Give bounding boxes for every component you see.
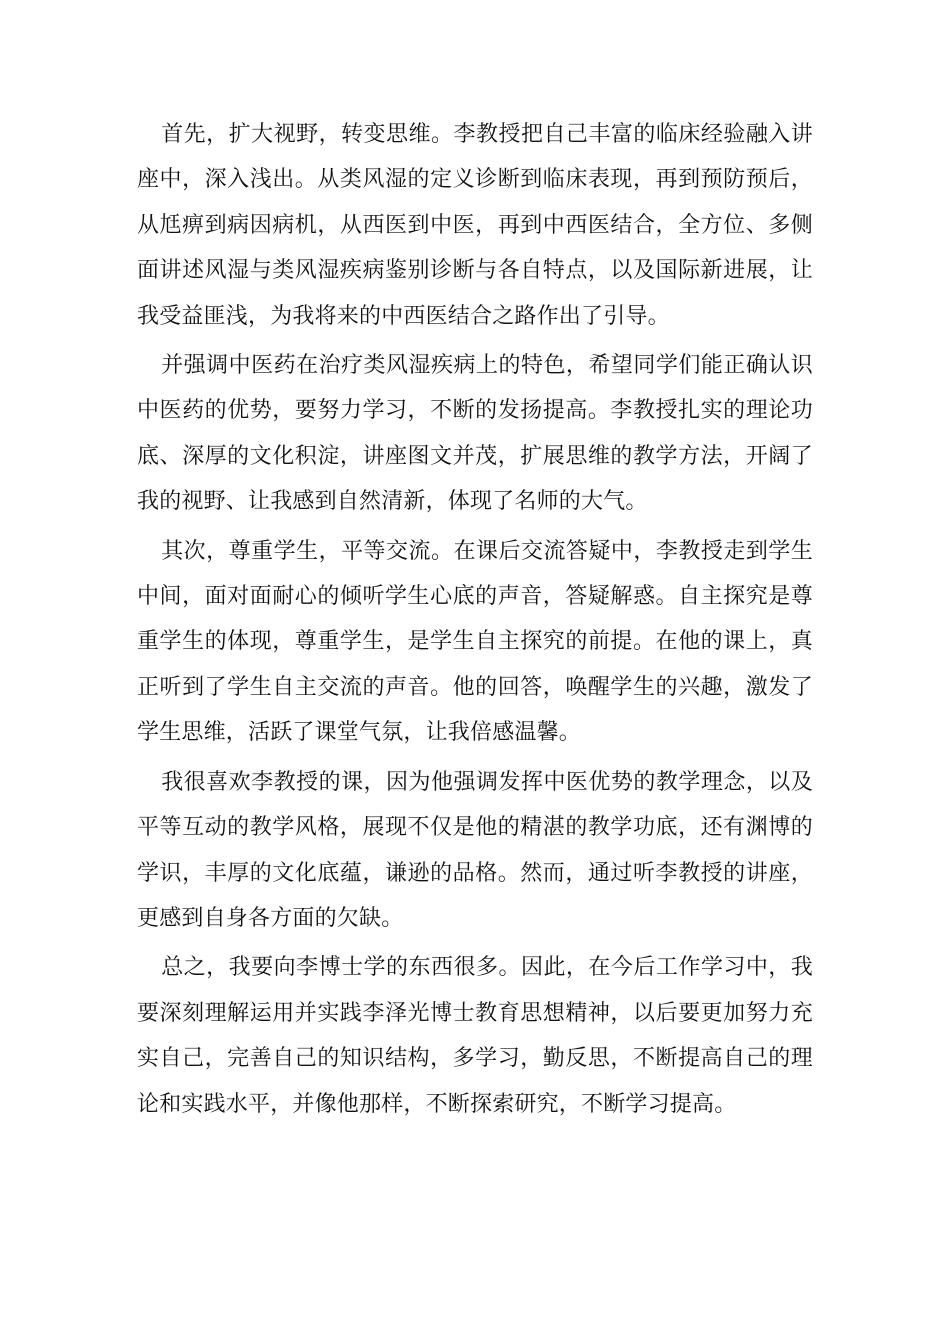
paragraph-teaching-style: 我很喜欢李教授的课，因为他强调发挥中医优势的教学理念，以及平等互动的教学风格，展现不仅是他的精湛的教学功底，还有渊博的学识，丰厚的文化底蕴，谦逊的品格。然而，通过听李教授的讲座，更感到自身各方面的欠缺。 (137, 769, 813, 931)
paragraph-conclusion: 总之，我要向李博士学的东西很多。因此，在今后工作学习中，我要深刻理解运用并实践李泽光博士教育思想精神，以后要更加努力充实自己，完善自己的知识结构，多学习，勤反思，不断提高自己的理论和实践水平，并像他那样，不断探索研究，不断学习提高。 (137, 955, 813, 1117)
paragraph-tcm-emphasis: 并强调中医药在治疗类风湿疾病上的特色，希望同学们能正确认识中医药的优势，要努力学习，不断的发扬提高。李教授扎实的理论功底、深厚的文化积淀，讲座图文并茂，扩展思维的教学方法，开阔了我的视野、让我感到自然清新，体现了名师的大气。 (137, 353, 813, 515)
document-body (137, 112, 813, 1131)
paragraph-respect-students: 其次，尊重学生，平等交流。在课后交流答疑中，李教授走到学生中间，面对面耐心的倾听学生心底的声音，答疑解惑。自主探究是尊重学生的体现，尊重学生，是学生自主探究的前提。在他的课上，真正听到了学生自主交流的声音。他的回答，唤醒学生的兴趣，激发了学生思维，活跃了课堂气氛，让我倍感温馨。 (137, 538, 813, 746)
paragraph-broaden-vision: 首先，扩大视野，转变思维。李教授把自己丰富的临床经验融入讲座中，深入浅出。从类风湿的定义诊断到临床表现，再到预防预后，从尪痹到病因病机，从西医到中医，再到中西医结合，全方位、多侧面讲述风湿与类风湿疾病鉴别诊断与各自特点，以及国际新进展，让我受益匪浅，为我将来的中西医结合之路作出了引导。 (137, 122, 813, 329)
